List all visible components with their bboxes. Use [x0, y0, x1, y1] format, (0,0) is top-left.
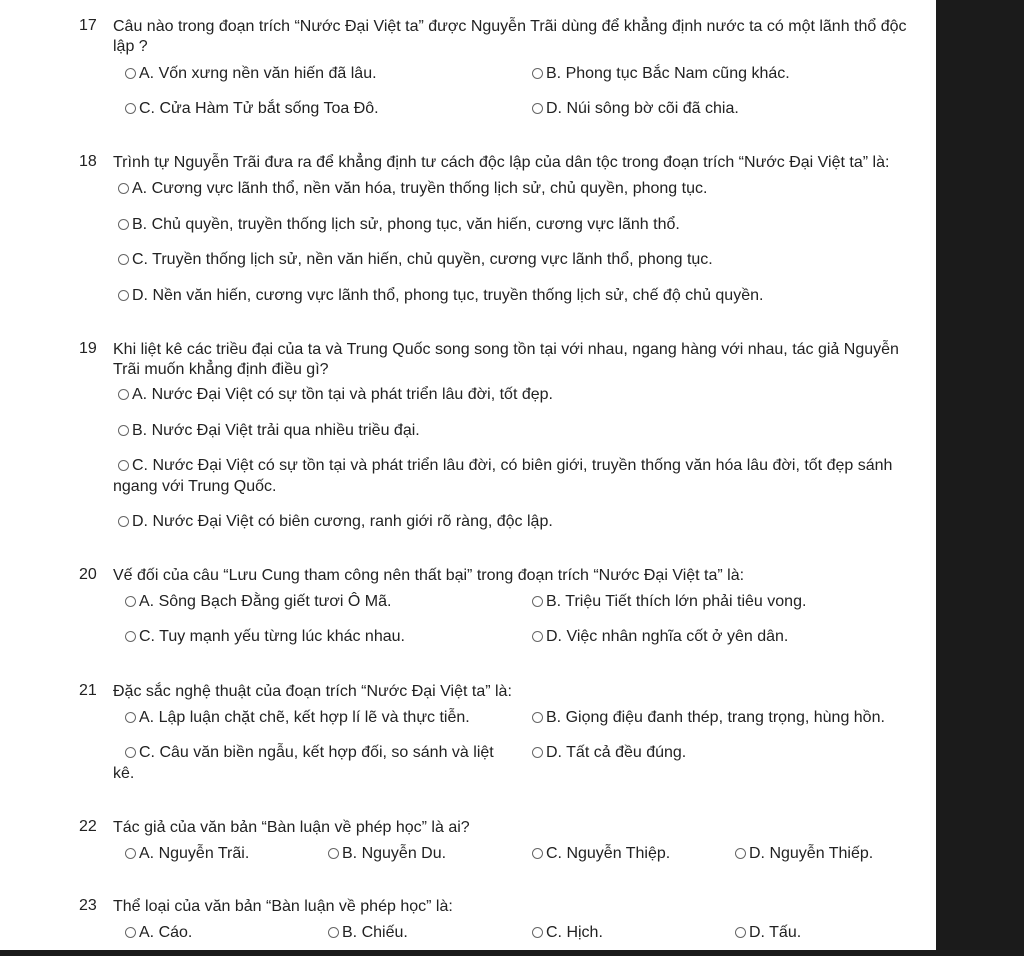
option-a[interactable]: A. Cương vực lãnh thổ, nền văn hóa, truyền thống lịch sử, chủ quyền, phong tục. [118, 178, 707, 199]
option-a[interactable]: A. Nước Đại Việt có sự tồn tại và phát triển lâu đời, tốt đẹp. [118, 384, 553, 405]
option-a[interactable]: A. Sông Bạch Đằng giết tươi Ô Mã. [125, 591, 391, 612]
option-c[interactable]: C. Câu văn biền ngẫu, kết hợp đối, so sánh và liệt kê. [113, 744, 494, 782]
radio-icon[interactable] [532, 927, 543, 938]
radio-icon[interactable] [125, 631, 136, 642]
radio-icon[interactable] [125, 747, 136, 758]
bottom-dark-edge [0, 950, 1024, 956]
radio-icon[interactable] [125, 927, 136, 938]
option-b[interactable]: B. Triệu Tiết thích lớn phải tiêu vong. [532, 591, 806, 612]
option-b[interactable]: B. Nước Đại Việt trải qua nhiều triều đại. [118, 420, 420, 441]
option-c[interactable]: C. Truyền thống lịch sử, nền văn hiến, chủ quyền, cương vực lãnh thổ, phong tục. [118, 249, 713, 270]
question-number: 20 [79, 566, 97, 583]
radio-icon[interactable] [532, 848, 543, 859]
radio-icon[interactable] [532, 68, 543, 79]
radio-icon[interactable] [118, 219, 129, 230]
question-number: 18 [79, 153, 97, 170]
option-b[interactable]: B. Phong tục Bắc Nam cũng khác. [532, 63, 790, 84]
radio-icon[interactable] [118, 389, 129, 400]
option-d[interactable]: D. Nước Đại Việt có biên cương, ranh giới rõ ràng, độc lập. [118, 511, 553, 532]
option-c[interactable]: C. Nước Đại Việt có sự tồn tại và phát triển lâu đời, có biên giới, truyền thống văn hóa lâu đời, tốt đẹp sánh ngang với Trung Quốc. [113, 457, 893, 495]
radio-icon[interactable] [328, 927, 339, 938]
question-number: 19 [79, 340, 97, 357]
option-c[interactable]: C. Cửa Hàm Tử bắt sống Toa Đô. [125, 98, 379, 119]
option-c[interactable]: C. Nguyễn Thiệp. [532, 843, 670, 864]
option-a[interactable]: A. Nguyễn Trãi. [125, 843, 249, 864]
option-b[interactable]: B. Nguyễn Du. [328, 843, 446, 864]
question-text: Tác giả của văn bản “Bàn luận về phép học” là ai? [113, 819, 470, 836]
option-b[interactable]: B. Giọng điệu đanh thép, trang trọng, hùng hồn. [532, 707, 885, 728]
radio-icon[interactable] [532, 747, 543, 758]
question-number: 17 [79, 17, 97, 34]
question-text: Trình tự Nguyễn Trãi đưa ra để khẳng định tư cách độc lập của dân tộc trong đoạn trích “Nước Đại Việt ta” là: [113, 154, 890, 171]
radio-icon[interactable] [532, 103, 543, 114]
option-d[interactable]: D. Việc nhân nghĩa cốt ở yên dân. [532, 626, 788, 647]
radio-icon[interactable] [532, 596, 543, 607]
radio-icon[interactable] [125, 68, 136, 79]
right-dark-edge [936, 0, 1024, 956]
option-d[interactable]: D. Nguyễn Thiếp. [735, 843, 873, 864]
question-text: Thể loại của văn bản “Bàn luận về phép học” là: [113, 898, 453, 915]
question-text: Khi liệt kê các triều đại của ta và Trung Quốc song song tồn tại với nhau, ngang hàng với nhau, tác giả Nguyễn Trãi muốn khẳng định điều gì? [113, 341, 899, 378]
radio-icon[interactable] [118, 290, 129, 301]
radio-icon[interactable] [118, 460, 129, 471]
option-d[interactable]: D. Tất cả đều đúng. [532, 742, 686, 763]
radio-icon[interactable] [735, 927, 746, 938]
option-b[interactable]: B. Chiếu. [328, 922, 408, 943]
question-number: 21 [79, 682, 97, 699]
option-d[interactable]: D. Nền văn hiến, cương vực lãnh thổ, phong tục, truyền thống lịch sử, chế độ chủ quyền. [118, 285, 763, 306]
radio-icon[interactable] [735, 848, 746, 859]
option-b[interactable]: B. Chủ quyền, truyền thống lịch sử, phong tục, văn hiến, cương vực lãnh thổ. [118, 214, 680, 235]
radio-icon[interactable] [125, 596, 136, 607]
question-text: Câu nào trong đoạn trích “Nước Đại Việt ta” được Nguyễn Trãi dùng để khẳng định nước ta có một lãnh thổ độc lập ? [113, 18, 907, 55]
radio-icon[interactable] [118, 425, 129, 436]
question-text: Vế đối của câu “Lưu Cung tham công nên thất bại” trong đoạn trích “Nước Đại Việt ta” là: [113, 567, 745, 584]
radio-icon[interactable] [532, 631, 543, 642]
option-d[interactable]: D. Tấu. [735, 922, 801, 943]
option-a[interactable]: A. Lập luận chặt chẽ, kết hợp lí lẽ và thực tiễn. [125, 707, 470, 728]
option-a[interactable]: A. Cáo. [125, 922, 192, 943]
radio-icon[interactable] [118, 516, 129, 527]
question-text: Đặc sắc nghệ thuật của đoạn trích “Nước Đại Việt ta” là: [113, 683, 512, 700]
radio-icon[interactable] [328, 848, 339, 859]
radio-icon[interactable] [125, 848, 136, 859]
option-d[interactable]: D. Núi sông bờ cõi đã chia. [532, 98, 739, 119]
option-c[interactable]: C. Hịch. [532, 922, 603, 943]
option-a[interactable]: A. Vốn xưng nền văn hiến đã lâu. [125, 63, 377, 84]
radio-icon[interactable] [118, 254, 129, 265]
radio-icon[interactable] [118, 183, 129, 194]
radio-icon[interactable] [125, 103, 136, 114]
radio-icon[interactable] [532, 712, 543, 723]
question-number: 23 [79, 897, 97, 914]
radio-icon[interactable] [125, 712, 136, 723]
question-number: 22 [79, 818, 97, 835]
option-c[interactable]: C. Tuy mạnh yếu từng lúc khác nhau. [125, 626, 405, 647]
